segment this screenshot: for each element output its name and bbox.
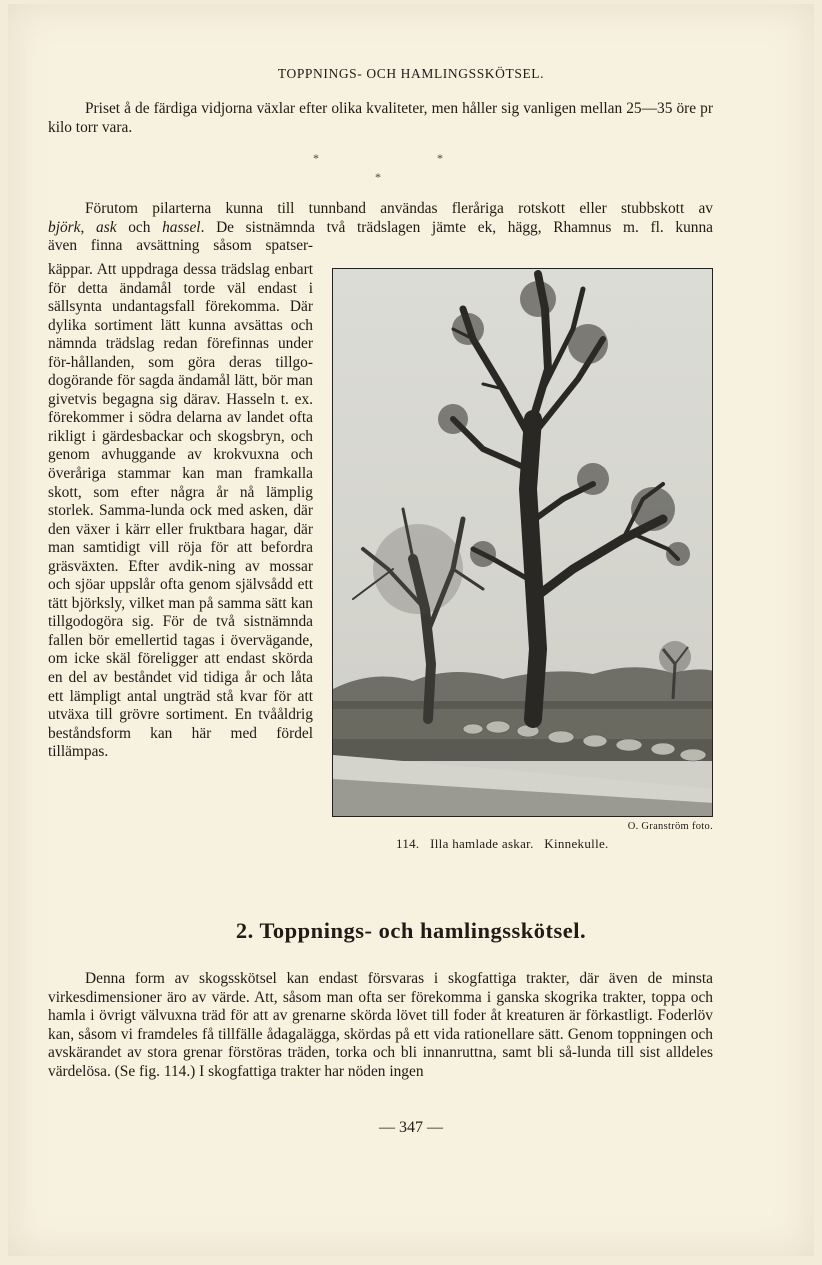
section-heading: 2. Toppnings- och hamlingsskötsel. (235, 918, 587, 943)
section-paragraph: Denna form av skogsskötsel kan endast försvaras i skogfattiga trakter, där även de minsta virkesdimensioner äro av värde. Att, såsom man ofta ser förekomma i ganska skogrika trakter, toppa och hamla i övrigt välvuxna träd för att av grenarne skörda lövet till foder åt kreaturen är förkastligt. Foderlöv kan, såsom vi framdeles få tillfälle ådagalägga, skördas på ett vida rationellare sätt. Genom toppningen och avskärandet av stora grenar förstöras träden, torka och bli innanruttna, samt bli så-lunda till sist alldeles värdelösa. (Se fig. 114.) I skogfattiga trakter har nöden ingen (48, 970, 713, 1080)
para2-line-2 (48, 219, 713, 238)
running-header: TOPPNINGS- OCH HAMLINGSSKÖTSEL. (277, 66, 545, 81)
species-hazel: hassel (162, 218, 201, 236)
pollarded-ash-trees-photo (333, 269, 713, 817)
para2-line-3: även finna avsättning såsom spatser- (48, 237, 313, 254)
asterisk-right: * (437, 151, 443, 165)
para2-line-2-rest: . De sistnämnda två trädslagen jämte ek, hägg, Rhamnus m. fl. kunna (200, 218, 713, 236)
conjunction: och (116, 218, 163, 236)
asterisk-left: * (313, 151, 319, 165)
species-ash: ask (96, 218, 117, 236)
figure-photo (332, 268, 713, 817)
separator: , (80, 218, 97, 236)
species-birch: björk (48, 218, 81, 236)
page-number: — 347 — (379, 1119, 443, 1136)
photo-credit: O. Granström foto. (627, 821, 713, 832)
para2-line-1: Förutom pilarterna kunna till tunnband användas fleråriga rotskott eller stubbskott av (85, 200, 713, 217)
paragraph-2-top (48, 200, 713, 256)
column-text: käppar. Att uppdraga dessa trädslag enbart för detta ändamål torde väl endast i sällsynta undantagsfall förekomma. Där dylika sortiment lätt kunna avsättas och nämnda trädslag redan förefinnas under för-hållanden, som göra deras tillgo-dogörande för sagda ändamål lätt, bör man givetvis begagna sig därav. Hasseln t. ex. förekommer i södra delarna av landet ofta rikligt i gärdesbackar och skogsbryn, och genom avhuggande av krokvuxna och överåriga stammar kan man framkalla skott, som efter några år nå lämplig storlek. Samma-lunda ock med asken, där den växer i kärr eller fruktbara hagar, där man samtidigt vill röja för att befordra gräsväxten. Efter avdik-ning av mossar och sjöar uppslår ofta genom självsådd ett tätt björksly, vilket man på samma sätt kan tillgodogöra sig. För de två sistnämnda fallen bör emellertid tagas i övervägande, om icke skäl föreligger att endast skörda en del av beståndet vid tidiga år och låta ett lämpligt antal ungträd stå kvar för att utväxa till grövre sortiment. En tvååldrig beståndsform kan här med fördel tillämpas. (48, 261, 313, 761)
asterisk-bottom: * (375, 170, 381, 184)
figure-caption: 114. Illa hamlade askar. Kinnekulle. (396, 836, 609, 851)
intro-paragraph: Priset å de färdiga vidjorna växlar efter olika kvaliteter, men håller sig vanligen mellan 25—35 öre pr kilo torr vara. (48, 100, 713, 136)
